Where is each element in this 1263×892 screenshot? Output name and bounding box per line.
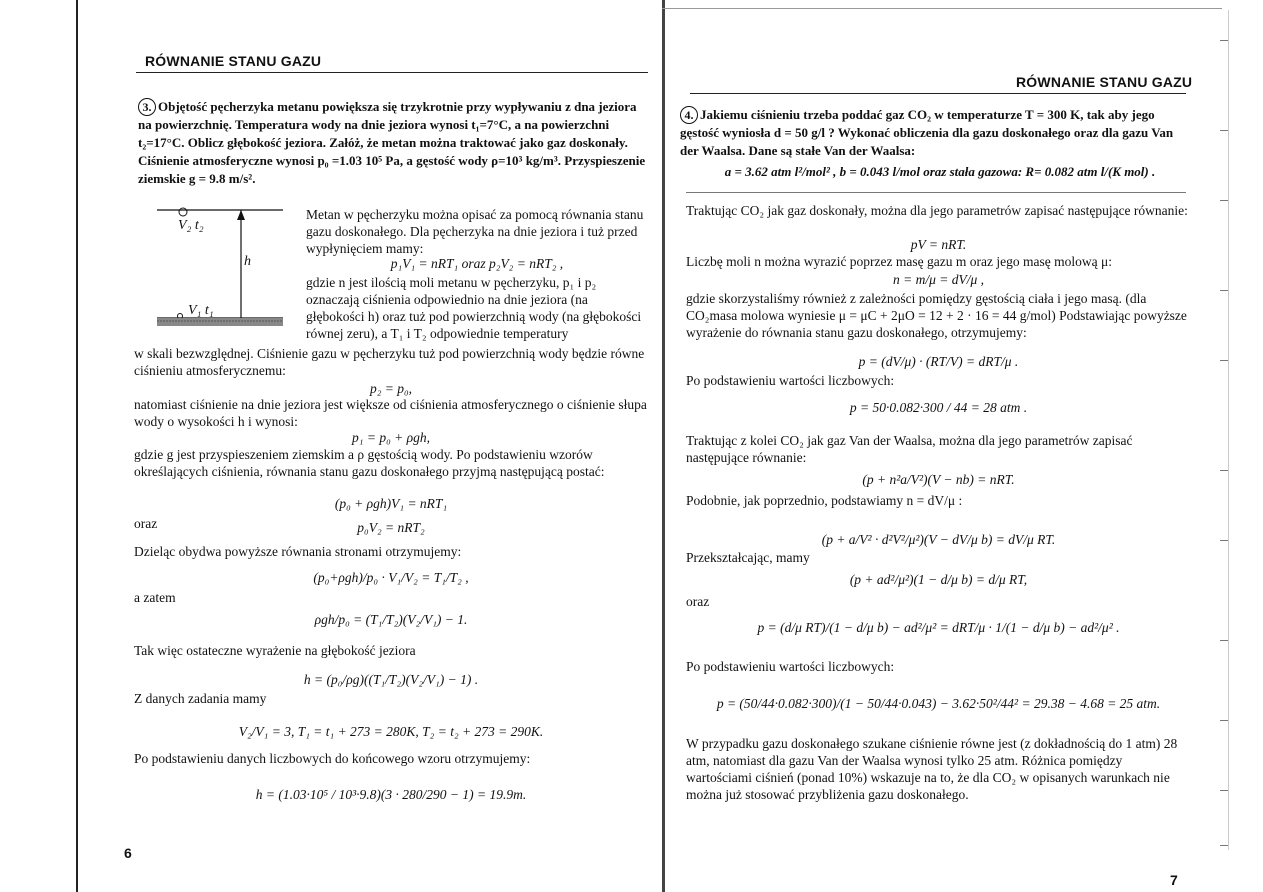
- page-edge-left: [76, 0, 78, 892]
- right-eq9: p = (50/44·0.082·300)/(1 − 50/44·0.043) − 3.62·50²/44² = 29.38 − 4.68 = 25 atm.: [716, 696, 1161, 711]
- right-eq4: p = 50·0.082·300 / 44 = 28 atm .: [849, 400, 1028, 415]
- left-para6: Tak więc ostateczne wyrażenie na głębokość jeziora: [134, 643, 416, 658]
- binding-line: [662, 0, 665, 892]
- edge-tick: [1220, 720, 1228, 721]
- edge-tick: [1220, 130, 1228, 131]
- right-oraz: oraz: [686, 594, 710, 609]
- left-para1: Metan w pęcherzyku można opisać za pomocą równania stanu gazu doskonałego. Dla pęcherzyka na dnie jeziora i tuż przed wypłynięciem mamy:: [306, 207, 644, 256]
- left-eq2: p₂ = p₀,: [369, 381, 413, 396]
- left-a-zatem: a zatem: [134, 590, 176, 605]
- edge-tick: [1220, 290, 1228, 291]
- problem-3: [138, 98, 650, 188]
- left-para7: Z danych zadania mamy: [134, 691, 267, 706]
- right-eq5: (p + n²a/V²)(V − nb) = nRT.: [862, 472, 1015, 487]
- right-eq3: p = (dV/μ) · (RT/V) = dRT/μ .: [858, 354, 1019, 369]
- right-eq8: p = (d/μ RT)/(1 − d/μ b) − ad²/μ² = dRT/μ · 1/(1 − d/μ b) − ad²/μ² .: [757, 620, 1120, 635]
- left-oraz: oraz: [134, 516, 158, 531]
- left-eq7: ρgh/p₀ = (T₁/T₂)(V₂/V₁) − 1.: [314, 612, 468, 627]
- right-eq7: (p + ad²/μ²)(1 − d/μ b) = d/μ RT,: [849, 572, 1028, 587]
- left-para5: Dzieląc obydwa powyższe równania stronami otrzymujemy:: [134, 544, 462, 559]
- right-para2: Liczbę moli n można wyrazić poprzez masę gazu m oraz jego masę molową μ:: [686, 254, 1112, 269]
- edge-tick: [1220, 845, 1228, 846]
- left-page-header: RÓWNANIE STANU GAZU: [145, 53, 322, 69]
- problem-3-text: Objętość pęcherzyka metanu powiększa się trzykrotnie przy wypływaniu z dna jeziora na powierzchnię. Temperatura wody na dnie jeziora wynosi t₁=7°C, a na powierzchni t₂=17°C. Oblicz głębokość jeziora. Załóż, że metan można traktować jako gaz doskonały. Ciśnienie atmosferyczne wynosi p₀ =1.03 10⁵ Pa, a gęstość wody ρ=10³ kg/m³. Przyspieszenie ziemskie g = 9.8 m/s².: [138, 99, 646, 186]
- left-para2b: w skali bezwzględnej. Ciśnienie gazu w pęcherzyku tuż pod powierzchnią wody będzie równe ciśnieniu atmosferycznemu:: [134, 346, 645, 378]
- left-para4: gdzie g jest przyspieszeniem ziemskim a ρ gęstością wody. Po podstawieniu wzorów określających ciśnienia, równania stanu gazu doskonałego przyjmą następującą postać:: [134, 447, 605, 479]
- right-page-number: 7: [1170, 872, 1178, 888]
- left-eq4: (p₀ + ρgh)V₁ = nRT₁: [334, 496, 448, 511]
- left-para2: gdzie n jest ilością moli metanu w pęcherzyku, p₁ i p₂ oznaczają ciśnienia odpowiednio na dnie jeziora (na głębokości h) oraz tuż pod powierzchnią wody (na głębokości równej zeru), a T₁ i T₂ odpowiednie temperatury: [306, 275, 642, 341]
- left-eq1: p₁V₁ = nRT₁ oraz p₂V₂ = nRT₂ ,: [390, 256, 564, 271]
- edge-tick: [1220, 540, 1228, 541]
- right-para5: Traktując z kolei CO₂ jak gaz Van der Waalsa, można dla jego parametrów zapisać następujące równanie:: [686, 433, 1133, 465]
- left-eq3: p₁ = p₀ + ρgh,: [352, 430, 430, 445]
- problem-number-4: 4.: [680, 106, 698, 124]
- right-para9: W przypadku gazu doskonałego szukane ciśnienie równe jest (z dokładnością do 1 atm) 28 atm, natomiast dla gazu Van der Waalsa wynosi tylko 25 atm. Różnica pomiędzy wartościami ciśnień (ponad 10%) wskazuje na to, że dla CO₂ w opisanych warunkach nie można już stosować przybliżenia gazu doskonałego.: [686, 736, 1178, 802]
- left-eq9: V₂/V₁ = 3, T₁ = t₁ + 273 = 280K, T₂ = t₂ + 273 = 290K.: [238, 724, 544, 739]
- right-para8: Po podstawieniu wartości liczbowych:: [686, 659, 895, 674]
- edge-tick: [1220, 200, 1228, 201]
- right-para6: Podobnie, jak poprzednio, podstawiamy n = dV/μ :: [686, 493, 963, 508]
- right-eq1: pV = nRT.: [910, 237, 967, 252]
- left-header-rule: [136, 72, 648, 73]
- vdw-constants: a = 3.62 atm l²/mol² , b = 0.043 l/mol oraz stała gazowa: R= 0.082 atm l/(K mol) .: [724, 164, 1156, 179]
- edge-tick: [1220, 40, 1228, 41]
- edge-tick: [1220, 790, 1228, 791]
- top-scan-edge: [662, 8, 1222, 9]
- right-para1: Traktując CO₂ jak gaz doskonały, można dla jego parametrów zapisać następujące równanie:: [686, 203, 1188, 218]
- figure-top-label: V₂ t₂: [178, 218, 204, 233]
- edge-tick: [1220, 470, 1228, 471]
- edge-tick: [1220, 360, 1228, 361]
- left-eq6: (p₀+ρgh)/p₀ · V₁/V₂ = T₁/T₂ ,: [313, 570, 469, 585]
- right-eq2: n = m/μ = dV/μ ,: [892, 272, 985, 287]
- edge-tick: [1220, 640, 1228, 641]
- left-para8: Po podstawieniu danych liczbowych do końcowego wzoru otrzymujemy:: [134, 751, 531, 766]
- problem-4: [680, 106, 1192, 160]
- right-para4: Po podstawieniu wartości liczbowych:: [686, 373, 895, 388]
- right-page-header: RÓWNANIE STANU GAZU: [1016, 74, 1193, 90]
- left-eq8: h = (p₀/ρg)((T₁/T₂)(V₂/V₁) − 1) .: [303, 672, 479, 687]
- left-eq5: p₀V₂ = nRT₂: [357, 520, 425, 535]
- right-eq6: (p + a/V² · d²V²/μ²)(V − dV/μ b) = dV/μ RT.: [821, 532, 1056, 547]
- problem-number-3: 3.: [138, 98, 156, 116]
- problem-4-rule: [686, 192, 1186, 193]
- problem-4-text: Jakiemu ciśnieniu trzeba poddać gaz CO₂ w temperaturze T = 300 K, tak aby jego gęstość wyniosła d = 50 g/l ? Wykonać obliczenia dla gazu doskonałego oraz dla gazu Van der Waalsa. Dane są stałe Van der Waalsa:: [680, 107, 1174, 158]
- left-page-number: 6: [124, 845, 132, 861]
- left-para3: natomiast ciśnienie na dnie jeziora jest większe od ciśnienia atmosferycznego o ciśnienie słupa wody o wysokości h i wynosi:: [134, 397, 647, 429]
- left-eq10: h = (1.03·10⁵ / 10³·9.8)(3 · 280/290 − 1) = 19.9m.: [255, 787, 527, 802]
- right-header-rule: [690, 93, 1186, 94]
- figure-depth-label: h: [244, 254, 251, 269]
- right-para7: Przekształcając, mamy: [686, 550, 810, 565]
- right-edge: [1228, 10, 1229, 850]
- figure-bottom-label: V₁ t₁: [188, 303, 214, 318]
- right-para3: gdzie skorzystaliśmy również z zależności pomiędzy gęstością ciała i jego masą. (dla CO₂masa molowa wyniesie μ = μC + 2μO = 12 + 2 · 16 = 44 g/mol) Podstawiając powyższe wyrażenie do równania stanu gazu doskonałego, otrzymujemy:: [686, 291, 1187, 340]
